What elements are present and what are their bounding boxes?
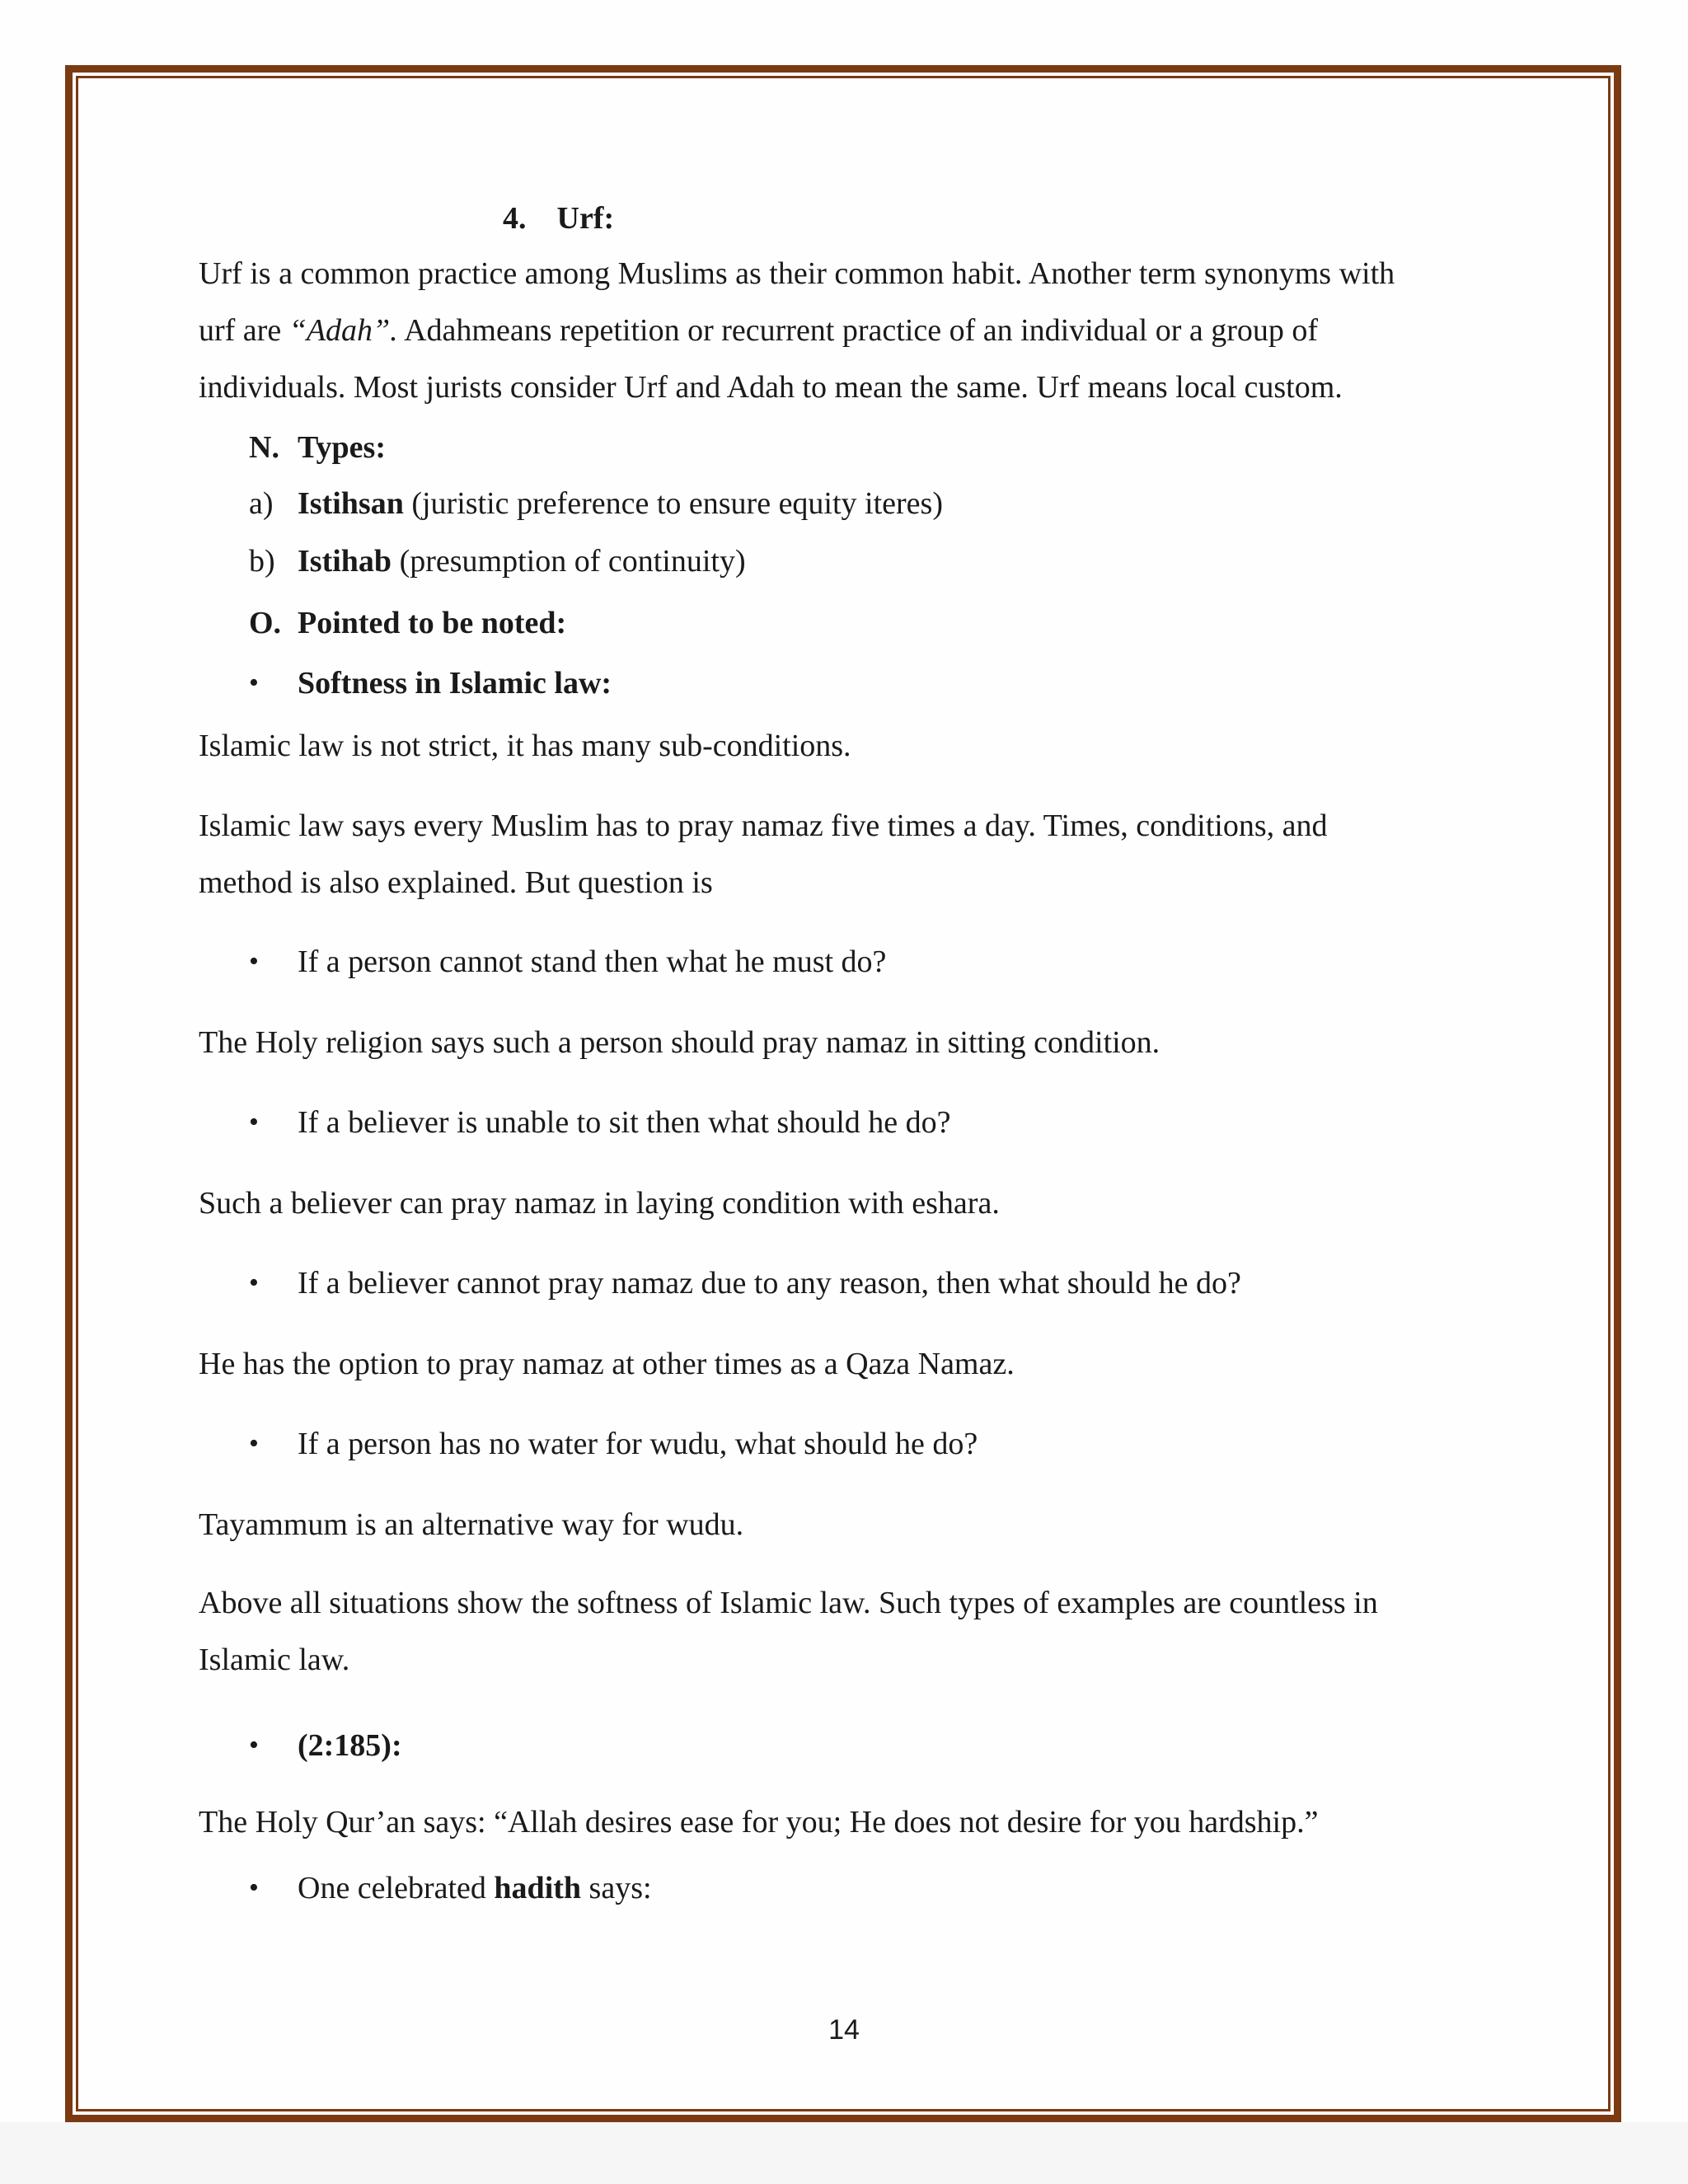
bullet-icon: •	[249, 1730, 259, 1760]
summary-line-2: Islamic law.	[199, 1643, 350, 1677]
types-marker: N.	[249, 430, 279, 465]
bullet-icon: •	[249, 1428, 259, 1459]
verse-quote: The Holy Qur’an says: “Allah desires ease for you; He does not desire for you hardship.”	[199, 1805, 1319, 1840]
bullet-icon: •	[249, 1268, 259, 1298]
question-item: If a believer is unable to sit then what should he do?	[298, 1105, 951, 1140]
verse-reference: (2:185):	[298, 1728, 402, 1763]
type-term: Istihsan	[298, 486, 404, 521]
type-item-marker: a)	[249, 486, 274, 521]
intro-line-2-start: urf are	[199, 313, 289, 348]
intro-line-2	[199, 315, 1318, 346]
page-number: 14	[828, 2014, 860, 2046]
intro-line-1: Urf is a common practice among Muslims as their common habit. Another term synonyms with	[199, 256, 1395, 291]
type-description: (presumption of continuity)	[392, 544, 746, 579]
answer-paragraph: The Holy religion says such a person should pray namaz in sitting condition.	[199, 1025, 1160, 1060]
bullet-icon: •	[249, 1107, 259, 1137]
points-marker: O.	[249, 606, 282, 640]
hadith-intro-start: One celebrated	[298, 1871, 495, 1905]
intro-line-2-end: Adahmeans repetition or recurrent practice of an individual or a group of	[397, 313, 1319, 348]
answer-paragraph: He has the option to pray namaz at other times as a Qaza Namaz.	[199, 1347, 1015, 1381]
paragraph-not-strict: Islamic law is not strict, it has many sub-conditions.	[199, 729, 851, 763]
intro-term-adah: “Adah”.	[288, 313, 398, 348]
type-item-istihsan	[298, 488, 943, 519]
type-description: (juristic preference to ensure equity iteres)	[403, 486, 943, 521]
type-term: Istihab	[298, 544, 392, 579]
answer-paragraph: Such a believer can pray namaz in laying condition with eshara.	[199, 1186, 1000, 1221]
hadith-intro-end: says:	[581, 1871, 652, 1905]
heading-title: Urf:	[556, 201, 615, 236]
heading-number: 4.	[503, 201, 527, 236]
section-heading	[503, 203, 614, 234]
bullet-icon: •	[249, 1872, 259, 1903]
bullet-icon: •	[249, 946, 259, 977]
type-item-marker: b)	[249, 544, 275, 579]
points-title: Pointed to be noted:	[298, 606, 567, 640]
type-item-istihab	[298, 546, 746, 577]
bullet-icon: •	[249, 668, 259, 698]
hadith-term: hadith	[494, 1871, 582, 1905]
question-item: If a believer cannot pray namaz due to any reason, then what should he do?	[298, 1266, 1241, 1301]
paragraph-namaz-line-1: Islamic law says every Muslim has to pray namaz five times a day. Times, conditions, and	[199, 808, 1328, 843]
softness-heading: Softness in Islamic law:	[298, 666, 612, 701]
intro-line-3: individuals. Most jurists consider Urf and Adah to mean the same. Urf means local custom.	[199, 370, 1343, 405]
types-title: Types:	[298, 430, 386, 465]
answer-paragraph: Tayammum is an alternative way for wudu.	[199, 1507, 744, 1542]
question-item: If a person cannot stand then what he must do?	[298, 944, 887, 979]
question-item: If a person has no water for wudu, what should he do?	[298, 1427, 978, 1461]
hadith-intro	[298, 1872, 652, 1904]
summary-line-1: Above all situations show the softness of Islamic law. Such types of examples are countless in	[199, 1586, 1378, 1620]
paragraph-namaz-line-2: method is also explained. But question is	[199, 865, 713, 900]
